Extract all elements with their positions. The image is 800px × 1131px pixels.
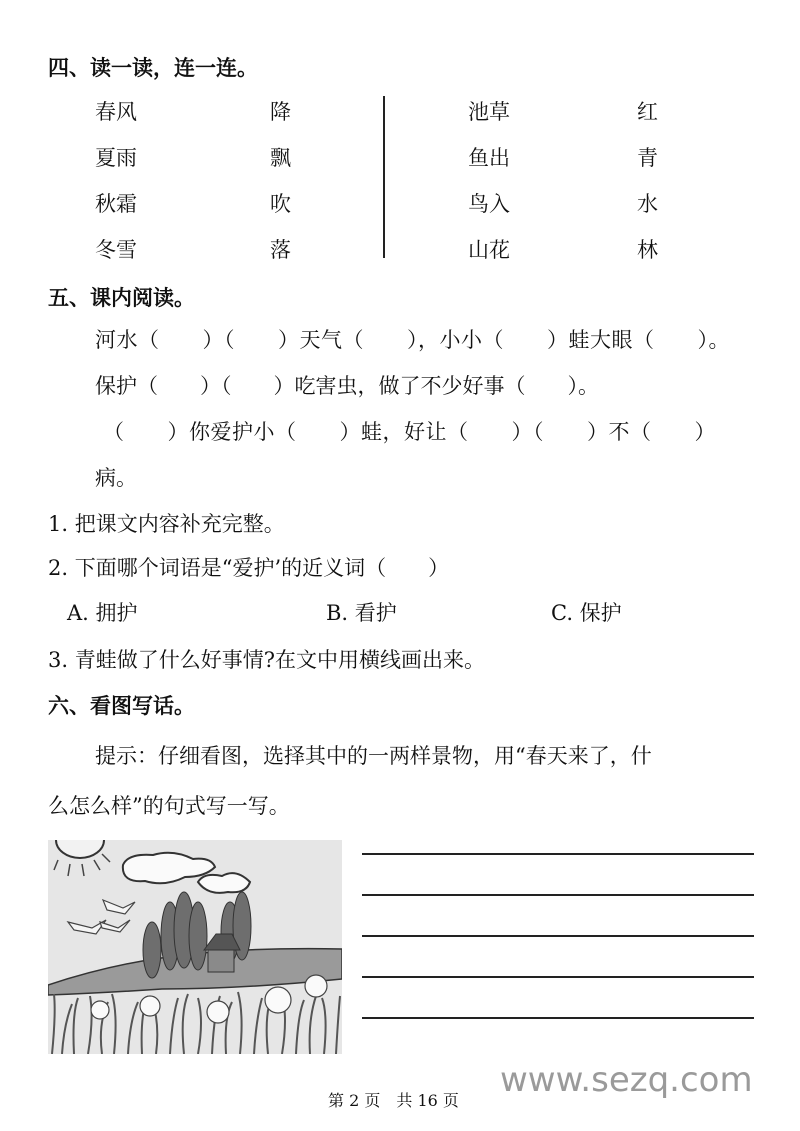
match-word: 鱼出	[468, 146, 510, 170]
column-divider	[383, 96, 385, 258]
option-a: A. 拥护	[67, 601, 138, 625]
writing-line-3[interactable]	[362, 935, 754, 937]
match-verb: 降	[270, 100, 291, 124]
writing-line-5[interactable]	[362, 1017, 754, 1019]
section-5-title: 五、课内阅读。	[48, 286, 195, 310]
match-verb: 飘	[270, 146, 291, 170]
question-1: 1. 把课文内容补充完整。	[48, 512, 285, 536]
passage-line-4: 病。	[95, 466, 137, 490]
match-target: 水	[637, 192, 658, 216]
spring-scene-illustration	[48, 840, 342, 1054]
section-6-title: 六、看图写话。	[48, 694, 195, 718]
question-2: 2. 下面哪个词语是“爱护’的近义词（ ）	[48, 556, 450, 580]
section-4-title: 四、读一读，连一连。	[48, 56, 258, 80]
writing-line-2[interactable]	[362, 894, 754, 896]
match-target: 青	[637, 146, 658, 170]
writing-line-1[interactable]	[362, 853, 754, 855]
match-word: 鸟入	[468, 192, 510, 216]
option-b: B. 看护	[326, 601, 397, 625]
question-3: 3. 青蛙做了什么好事情?在文中用横线画出来。	[48, 648, 485, 672]
match-target: 红	[637, 100, 658, 124]
match-verb: 落	[270, 238, 291, 262]
match-word: 山花	[468, 238, 510, 262]
watermark: www.sezq.com	[500, 1060, 753, 1100]
passage-line-3: （ ）你爱护小（ ）蛙，好让（ ）（ ）不（ ）	[103, 420, 716, 444]
hint-line-1: 提示：仔细看图，选择其中的一两样景物，用“春天来了，什	[95, 744, 652, 768]
match-word: 春风	[95, 100, 137, 124]
match-word: 池草	[468, 100, 510, 124]
match-word: 夏雨	[95, 146, 137, 170]
passage-line-1: 河水（ ）（ ）天气（ ），小小（ ）蛙大眼（ ）。	[95, 328, 730, 352]
match-target: 林	[637, 238, 658, 262]
page-number: 第 2 页 共 16 页	[328, 1091, 459, 1110]
hint-line-2: 么怎么样”的句式写一写。	[48, 794, 290, 818]
match-word: 秋霜	[95, 192, 137, 216]
match-word: 冬雪	[95, 238, 137, 262]
passage-line-2: 保护（ ）（ ）吃害虫，做了不少好事（ ）。	[95, 374, 599, 398]
option-c: C. 保护	[551, 601, 622, 625]
match-verb: 吹	[270, 192, 291, 216]
writing-line-4[interactable]	[362, 976, 754, 978]
